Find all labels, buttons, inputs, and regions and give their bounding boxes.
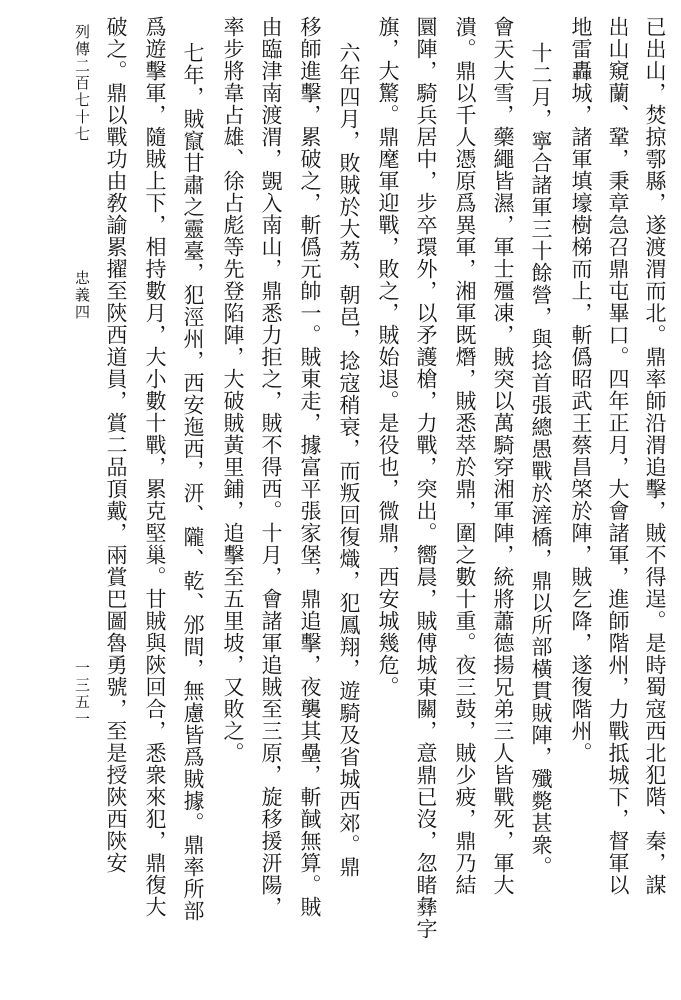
running-title-section: 忠義四: [73, 270, 91, 321]
running-title-volume: 列傳二百七十七: [73, 24, 91, 143]
text-column-2: 出山窺蘭、鞏，秉章急召鼎屯畢口。四年正月，大會諸軍，進師階州，力戰抵城下，督軍以: [606, 16, 630, 896]
text-column-6: 潰。鼎以千人憑原爲異軍，湘軍既熸，賊悉萃於鼎，圍之數十重。夜三鼓，賊少疲，鼎乃結: [453, 16, 477, 896]
text-column-9: 六年四月，敗賊於大荔、朝邑，捻寇稍衰，而叛回復熾，犯鳳翔，遊騎及省城西郊。鼎: [337, 42, 361, 878]
text-column-13: 七年，賊竄甘肅之靈臺，犯涇州，西安迤西，汧、隴、乾、邠間，無慮皆爲賊據。鼎率所部: [181, 42, 205, 922]
text-column-1: 已出山，焚掠鄠縣，遂渡渭而北。鼎率師沿渭追擊，賊不得逞。是時蜀寇西北犯階、秦，謀: [643, 16, 667, 896]
text-column-4: 十二月，寧合諸軍三十餘營，與捻首張總愚戰於滻橋，鼎以所部橫貫賊陣，殲斃甚衆。: [529, 42, 553, 878]
text-column-11: 由臨津南渡渭，覬入南山，鼎悉力拒之，賊不得西。十月，會諸軍追賊至三原，旋移援汧陽，: [259, 16, 283, 918]
text-column-15: 破之。鼎以戰功由敎諭累擢至陝西道員，賞二品頂戴，兩賞巴圖魯勇號，至是授陝西陝安: [104, 16, 128, 874]
text-column-3: 地雷轟城，諸軍填壕樹梯而上，斬僞昭武王蔡昌棨於陣，賊乞降，遂復階州。: [569, 16, 593, 764]
text-column-12: 率步將韋占雄、徐占彪等先登陷陣，大破賊黃里鋪，追擊至五里坡，又敗之。: [221, 16, 245, 764]
text-column-7: 圜陣，騎兵居中，步卒環外，以矛護槍，力戰，突出。嚮晨，賊傅城東關，意鼎已沒，忽睹彝字: [414, 16, 438, 940]
text-column-10: 移師進擊，累破之，斬僞元帥一。賊東走，據富平張家堡，鼎追擊，夜襲其壘，斬馘無算。賊: [298, 16, 322, 918]
text-column-14: 爲遊擊軍，隨賊上下，相持數月，大小數十戰，累克堅巢。甘賊與陝回合，悉衆來犯，鼎復大: [143, 16, 167, 918]
text-column-5: 會天大雪，藥繩皆濕，軍士殭凍，賊突以萬騎穿湘軍陣，統將蕭德揚兄弟三人皆戰死，軍大: [491, 16, 515, 896]
page-number: 一三五一: [73, 660, 91, 728]
text-column-8: 旗，大驚。鼎麾軍迎戰，敗之，賊始退。是役也，微鼎，西安城幾危。: [376, 16, 400, 698]
